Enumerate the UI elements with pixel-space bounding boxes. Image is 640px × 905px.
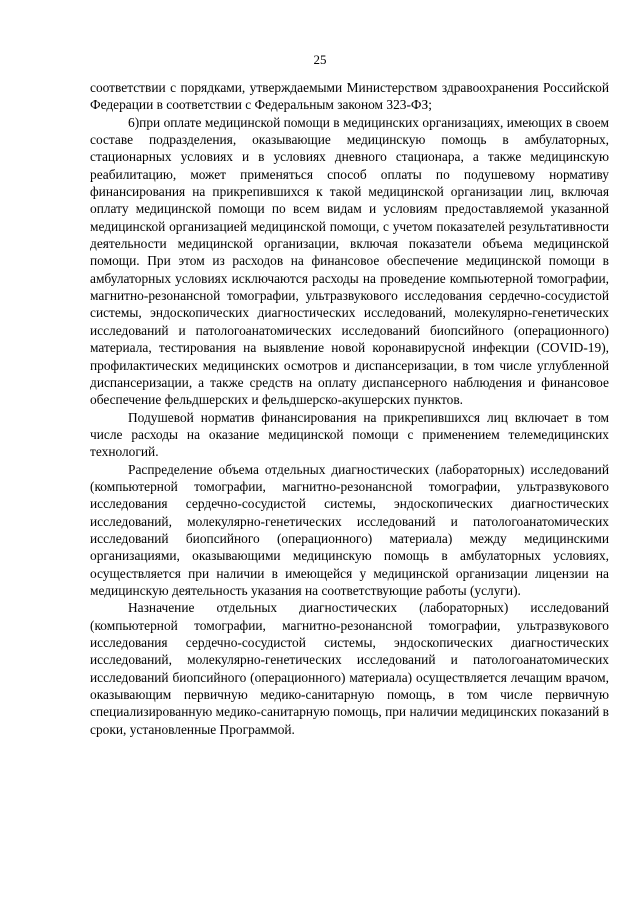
paragraph-distribution: Распределение объема отдельных диагностических (лабораторных) исследований (компьютерной томографии, магнитно-резонансной томографии, ультразвукового исследования сердечно-сосудистой системы, эндоскопических диагностических исследований, молекулярно-генетических исследований и патологоанатомических исследований биопсийного (операционного) материала) между медицинскими организациями, оказывающими медицинскую помощь в амбулаторных условиях, осуществляется при наличии в имеющейся у медицинской организации лицензии на медицинскую деятельность указания на соответствующие работы (услуги). [90, 461, 609, 598]
paragraph-continuation: соответствии с порядками, утверждаемыми Министерством здравоохранения Российской Федерации в соответствии с Федеральным законом 323-ФЗ; [90, 80, 609, 113]
paragraph-per-capita-norm: Подушевой норматив финансирования на прикрепившихся лиц включает в том числе расходы на оказание медицинской помощи с применением телемедицинских технологий. [90, 409, 609, 460]
page-number: 25 [313, 52, 327, 67]
paragraph-assignment: Назначение отдельных диагностических (лабораторных) исследований (компьютерной томографии, магнитно-резонансной томографии, ультразвукового исследования сердечно-сосудистой системы, эндоскопических диагностических исследований, молекулярно-генетических исследований и патологоанатомических исследований биопсийного (операционного) материала) осуществляется лечащим врачом, оказывающим первичную медико-санитарную помощь, в том числе первичную специализированную медико-санитарную помощь, при наличии медицинских показаний в сроки, установленные Программой. [90, 600, 609, 737]
paragraph-item-6: 6)при оплате медицинской помощи в медицинских организациях, имеющих в своем составе подразделения, оказывающие медицинскую помощь в амбулаторных, стационарных условиях и в условиях дневного стационара, а также медицинскую реабилитацию, может применяться способ оплаты по подушевому нормативу финансирования на прикрепившихся к такой медицинской организации лиц, включая оплату медицинской помощи по всем видам и условиям предоставляемой указанной медицинской организацией медицинской помощи, с учетом показателей результативности деятельности медицинской организации, включая показатели объема медицинской помощи. При этом из расходов на финансовое обеспечение медицинской помощи в амбулаторных условиях исключаются расходы на проведение компьютерной томографии, магнитно-резонансной томографии, ультразвукового исследования сердечно-сосудистой системы, эндоскопических диагностических исследований, молекулярно-генетических исследований и патологоанатомических исследований биопсийного (операционного) материала, тестирования на выявление новой коронавирусной инфекции (COVID-19), профилактических медицинских осмотров и диспансеризации, в том числе углубленной диспансеризации, а также средств на оплату диспансерного наблюдения и финансовое обеспечение фельдшерских и фельдшерско-акушерских пунктов. [90, 114, 609, 408]
document-body [90, 79, 609, 738]
